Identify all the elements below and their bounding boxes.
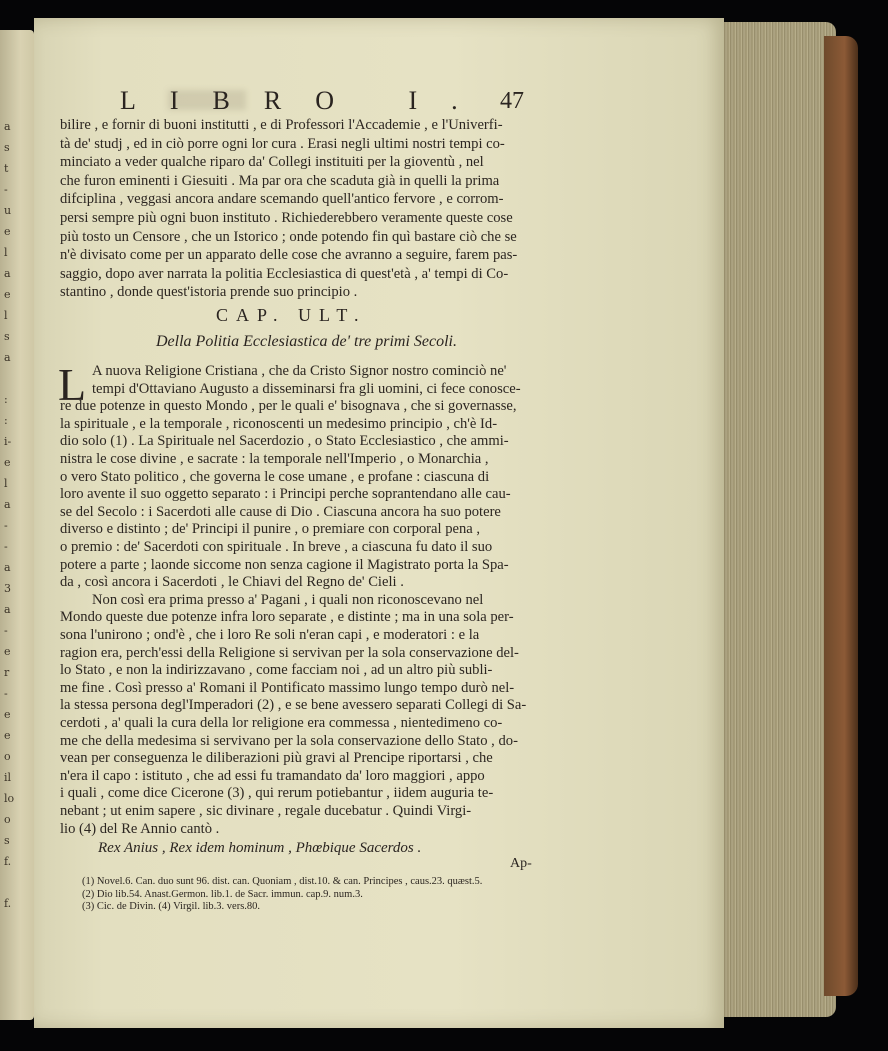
text-line: re due potenze in questo Mondo , per le quali e' bisognava , che si governasse, [60,398,517,415]
text-line: lo Stato , e non la indirizzavano , come facciam noi , ad un altro più subli- [60,662,493,679]
text-line: me che della medesima si servivano per la sola conservazione dello Stato , do- [60,732,518,749]
left-page-edge-letter: lo [4,792,15,805]
page-block-edge [724,22,836,1017]
text-line: loro avente il suo oggetto separato : i Principi perche soprantendano alle cau- [60,486,511,503]
left-page-edge-letter: - [4,183,8,196]
left-page-edge-letter: 3 [4,582,11,595]
verse-quote: Rex Anius , Rex idem hominum , Phœbique Sacerdos . [98,840,422,856]
footnote: (1) Novel.6. Can. duo sunt 96. dist. can. Quoniam , dist.10. & can. Principes , caus.23. quæst.5. [82,876,483,887]
left-page-edge-letter: l [4,309,8,322]
text-line: minciato a veder qualche riparo da' Collegi instituiti per la gioventù , nel [60,154,484,171]
left-page-edge-letter: e [4,708,11,721]
text-line: persi sempre più ogni buon instituto . Richiederebbero veramente queste cose [60,210,513,226]
text-line: me fine . Così presso a' Romani il Pontificato massimo lungo tempo durò nel- [60,679,515,696]
chapter-title: CAP. ULT. [216,305,367,325]
text-line: dio solo (1) . La Spirituale nel Sacerdozio , o Stato Ecclesiastico , che ammi- [60,433,509,450]
text-line: stantino , donde quest'istoria prende suo principio . [60,284,358,301]
left-page-edge-letter: a [4,351,11,364]
text-line: ragion era, perch'essi della Religione si servivan per la sola conservazione del- [60,644,519,661]
text-line: se del Secolo : i Sacerdoti alle cause di Dio . Ciascuna ancora ha suo potere [60,503,501,520]
text-line: o vero Stato politico , che governa le cose umane , e profane : ciascuna di [60,468,490,485]
left-page-edge-letter: - [4,687,8,700]
text-line: che furon eminenti i Giesuiti . Ma par ora che scaduta già in quelli la prima [60,172,500,189]
book-cover-edge [824,36,858,996]
text-line: cerdoti , a' quali la cura della lor religione era commessa , nientedimeno co- [60,715,503,731]
text-line: tempi d'Ottaviano Augusto a disseminarsi fra gli uomini, ci fece conosce- [92,380,521,397]
text-line: sona l'unirono ; ond'è , che i loro Re soli n'eran capi , e moderatori : e la [60,627,480,643]
text-line: vean per conseguenza le diliberazioni più gravi al Prencipe riportarsi , che [60,750,493,767]
running-head: LIBRO I. [120,86,492,115]
text-line: più tosto un Censore , che un Istorico ; onde potendo fin quì bastare ciò che se [60,228,517,245]
text-line: nistra le cose divine , e sacrate : la temporale nell'Imperio , o Monarchia , [60,451,489,467]
left-page-edge-letter: - [4,540,8,553]
text-line: o premio : de' Sacerdoti con spirituale . In breve , a ciascuna fu dato il suo [60,539,493,555]
left-page-edge-letter: - [4,519,8,532]
drop-cap: L [58,359,87,410]
chapter-subtitle: Della Politia Ecclesiastica de' tre primi Secoli. [156,333,457,350]
left-page-edge-letter: e [4,288,11,301]
text-line: A nuova Religione Cristiana , che da Cristo Signor nostro cominciò ne' [92,363,507,379]
text-line: Non così era prima presso a' Pagani , i quali non riconoscevano nel [92,591,484,608]
text-line: n'era il capo : istituto , che ad essi fu tramandato da' loro maggiori , appo [60,767,485,784]
text-line: saggio, dopo aver narrata la politia Ecclesiastica di quest'età , a' tempi di Co- [60,265,509,282]
page-number: 47 [500,88,524,114]
text-line: la stessa persona degl'Imperadori (2) , e se bene avessero separati Collegi di Sa- [60,697,527,714]
text-line: difciplina , veggasi ancora andare scemando quell'antico fervore , e corrom- [60,191,504,208]
footnote: (3) Cic. de Divin. (4) Virgil. lib.3. vers.80. [82,901,261,912]
left-page-edge-letter: a [4,561,11,574]
left-page-edge-letter: : [4,393,8,406]
left-page-edge-letter: a [4,120,11,133]
left-page-edge-letter: s [4,141,10,154]
footnote: (2) Dio lib.54. Anast.Germon. lib.1. de Sacr. immun. cap.9. num.3. [82,888,363,900]
text-line: da , così ancora i Sacerdoti , le Chiavi del Regno de' Cieli . [60,574,404,591]
left-page-edge-letter: u [4,204,12,217]
text-line: Mondo queste due potenze infra loro separate , e distinte ; ma in una sola per- [60,609,514,626]
text-line: potere a parte ; laonde siccome non senza cagione il Magistrato porta la Spa- [60,556,509,573]
left-page-edge-letter: e [4,645,11,658]
left-page-edge-letter: a [4,267,11,280]
catchword: Ap- [510,856,532,871]
text-line: n'è divisato come per un apparato delle cose che avranno a seguire, farem pas- [60,247,518,264]
text-line: i quali , come dice Cicerone (3) , qui rerum potiebantur , iidem auguria te- [60,785,494,802]
left-page-edge-letter: i- [4,435,12,448]
left-page-edge-letter: o [4,750,11,763]
left-page-edge-letter: r [4,666,10,679]
text-line: tà de' studj , ed in ciò porre ogni lor cura . Erasi negli ultimi nostri tempi co- [60,135,505,152]
left-page-edge-letter: e [4,729,11,742]
text-line: la spirituale , e la temporale , riconoscenti un medesimo principio , ch'è Id- [60,415,498,432]
left-page-edge-letter: a [4,603,11,616]
left-page-edge-letter: f. [4,897,12,910]
left-page-edge-letter: s [4,834,10,847]
left-page-edge-letter: a [4,498,11,511]
left-page-edge-letter: f. [4,855,12,868]
left-page-edge-letter: l [4,477,8,490]
left-page-edge-letter: : [4,414,8,427]
left-page-edge-letter: s [4,330,10,343]
left-page-edge-letter: l [4,246,8,259]
text-line: bilire , e fornir di buoni institutti , e di Professori l'Accademie , e l'Univerfi- [60,117,503,133]
left-page-edge-letter: e [4,456,11,469]
left-page-edge-letter: il [4,771,12,784]
left-page-edge-letter: - [4,624,8,637]
text-line: nebant ; ut enim sapere , sic divinare , regale ducebatur . Quindi Virgi- [60,803,472,819]
left-page-edge-letter: t [4,162,9,175]
left-page-edge-letter: o [4,813,11,826]
text-line: diverso e distinto ; de' Principi il punire , o premiare con corporal pena , [60,521,481,538]
text-line: lio (4) del Re Annio cantò . [60,820,220,837]
left-page-edge [0,30,34,1020]
left-page-edge-letter: e [4,225,11,238]
